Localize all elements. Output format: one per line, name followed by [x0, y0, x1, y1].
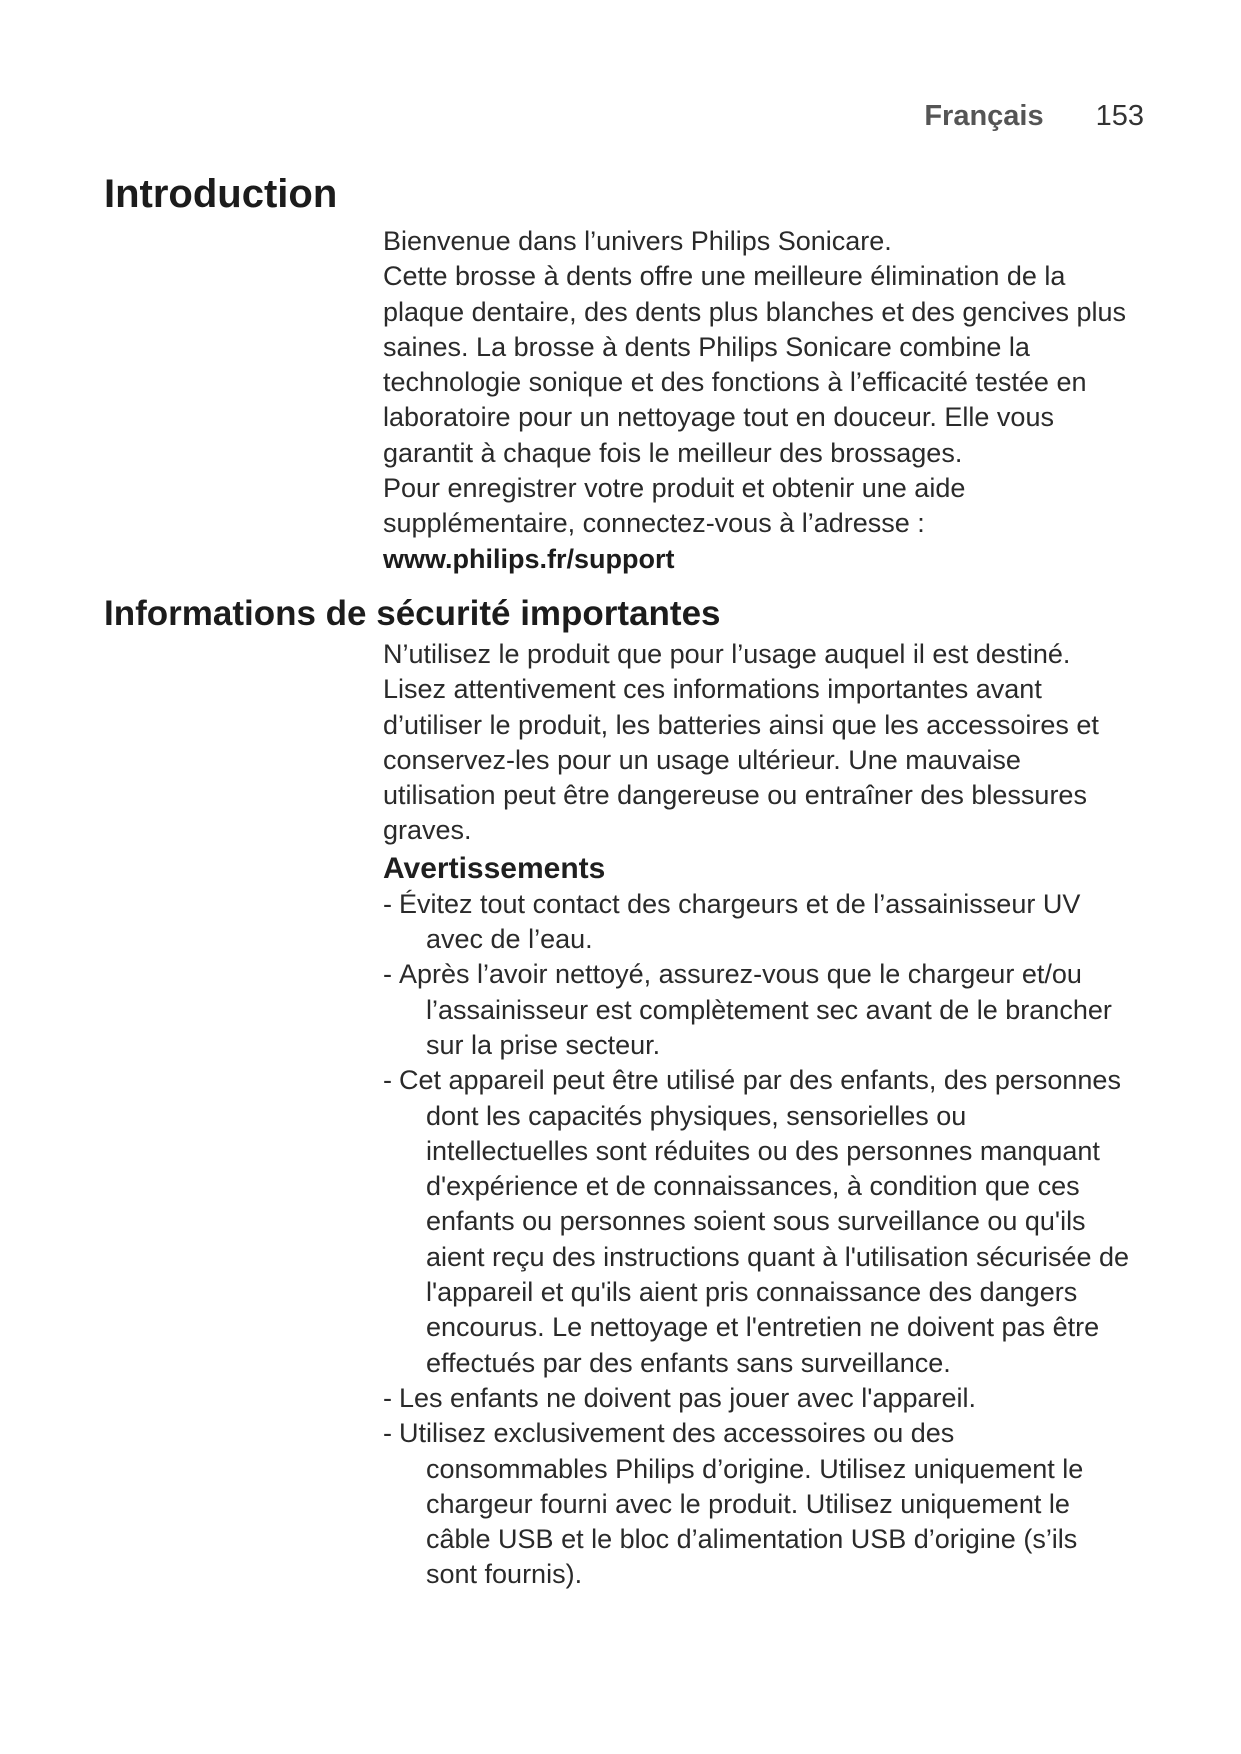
warning-item [383, 887, 1135, 958]
bullet-dash: - [383, 1418, 392, 1449]
intro-register: Pour enregistrer votre produit et obtenir une aide supplémentaire, connectez-vous à l’adresse : [383, 473, 966, 539]
warning-text: Utilisez exclusivement des accessoires ou des consommables Philips d’origine. Utilisez uniquement le chargeur fourni avec le produit. Utilisez uniquement le câble USB et le bloc d’alimentation USB d’origine (s’ils sont fournis). [399, 1418, 1084, 1590]
bullet-dash: - [383, 1382, 392, 1413]
page-number: 153 [1095, 100, 1144, 132]
safety-intro: N’utilisez le produit que pour l’usage auquel il est destiné. Lisez attentivement ces informations importantes avant d’utiliser le produit, les batteries ainsi que les accessoires et conservez-les pour un usage ultérieur. Une mauvaise utilisation peut être dangereuse ou entraîner des blessures graves. [383, 639, 1099, 846]
bullet-dash: - [383, 888, 392, 919]
warnings-list [383, 887, 1135, 1593]
safety-body [383, 637, 1135, 1593]
warning-text: Les enfants ne doivent pas jouer avec l'appareil. [399, 1382, 977, 1413]
introduction-body [383, 224, 1135, 577]
intro-description: Cette brosse à dents offre une meilleure élimination de la plaque dentaire, des dents plus blanches et des gencives plus saines. La brosse à dents Philips Sonicare combine la technologie sonique et des fonctions à l’efficacité testée en laboratoire pour un nettoyage tout en douceur. Elle vous garantit à chaque fois le meilleur des brossages. [383, 261, 1127, 468]
bullet-dash: - [383, 959, 392, 990]
running-header [924, 98, 1144, 134]
bullet-dash: - [383, 1065, 392, 1096]
safety-heading: Informations de sécurité importantes [104, 594, 721, 633]
warning-item [383, 1416, 1135, 1592]
support-url: www.philips.fr/support [383, 543, 675, 574]
warning-item [383, 1381, 1135, 1416]
header-language: Français [924, 100, 1044, 132]
warning-text: Après l’avoir nettoyé, assurez-vous que le chargeur et/ou l’assainisseur est complètement sec avant de le brancher sur la prise secteur. [399, 959, 1112, 1060]
warnings-heading: Avertissements [383, 851, 606, 885]
warning-text: Cet appareil peut être utilisé par des enfants, des personnes dont les capacités physiques, sensorielles ou intellectuelles sont réduites ou des personnes manquant d'expérience et de connaissances, à condition que ces enfants ou personnes soient sous surveillance ou qu'ils aient reçu des instructions quant à l'utilisation sécurisée de l'appareil et qu'ils aient pris connaissance des dangers encourus. Le nettoyage et l'entretien ne doivent pas être effectués par des enfants sans surveillance. [399, 1065, 1130, 1378]
warning-item [383, 957, 1135, 1063]
warning-item [383, 1063, 1135, 1381]
introduction-heading: Introduction [104, 172, 338, 216]
warning-text: Évitez tout contact des chargeurs et de l’assainisseur UV avec de l’eau. [399, 888, 1081, 955]
intro-welcome: Bienvenue dans l’univers Philips Sonicare. [383, 226, 892, 256]
